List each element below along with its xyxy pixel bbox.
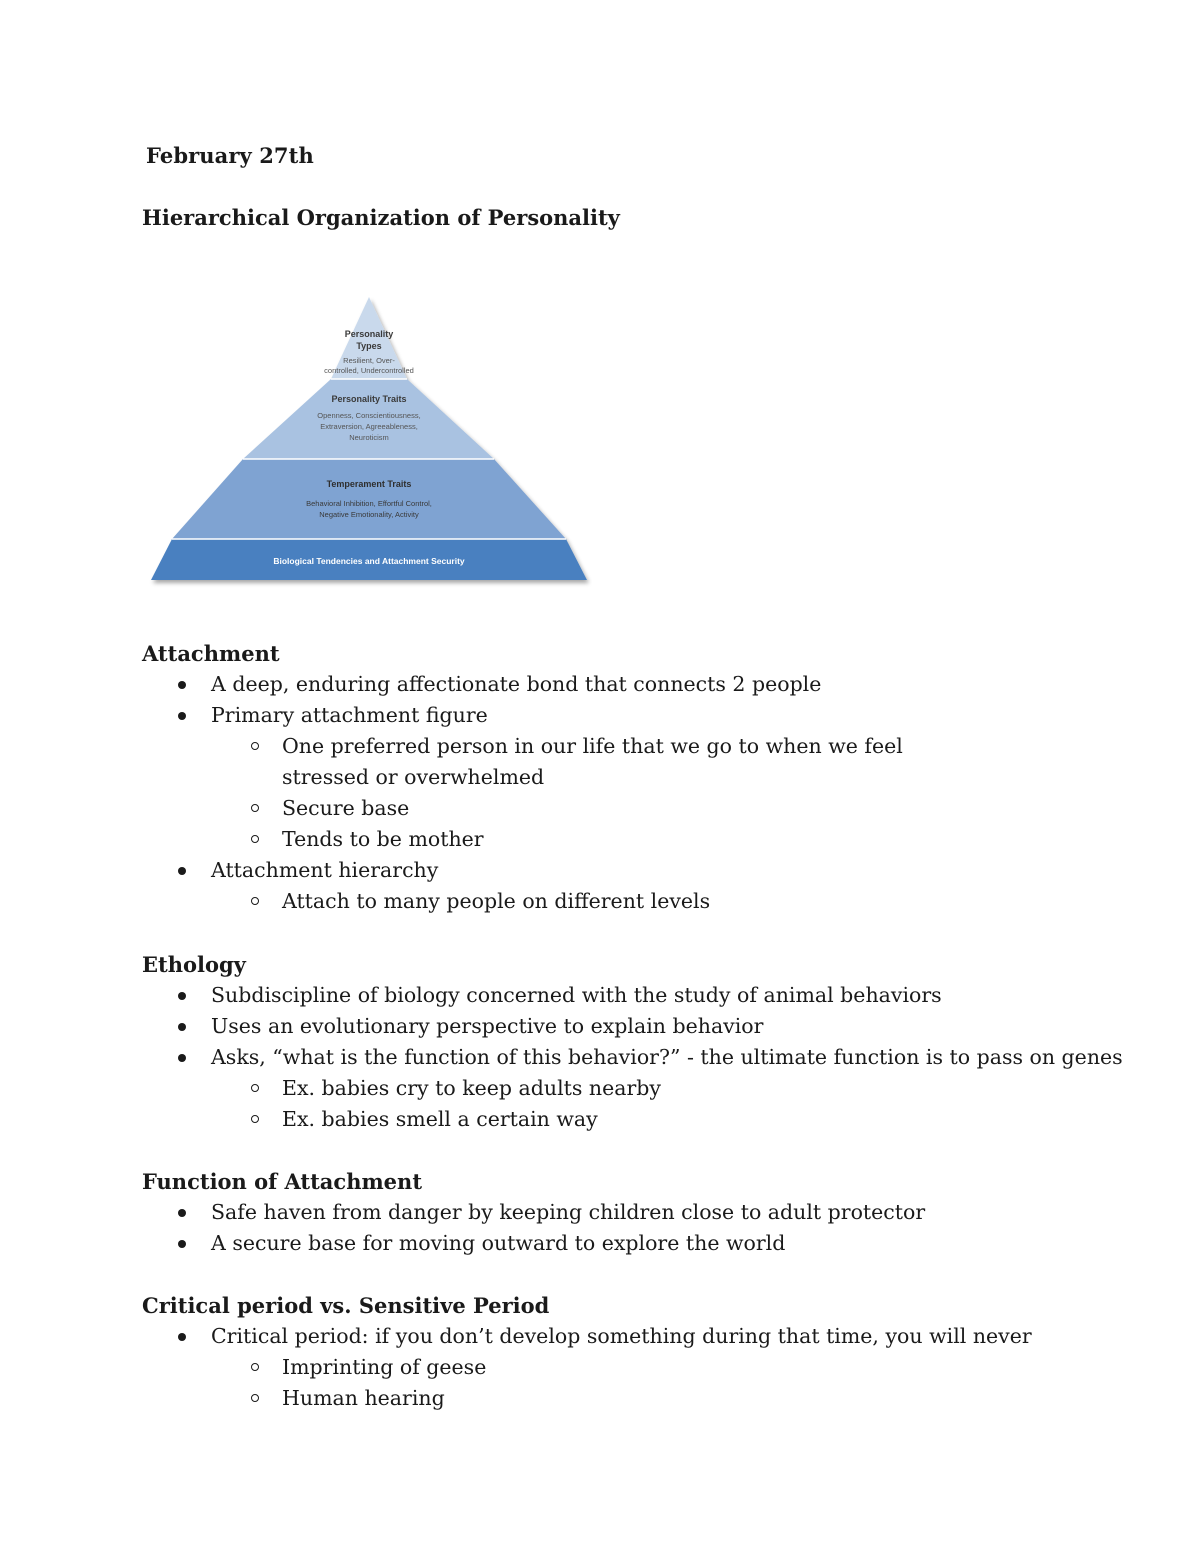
section-heading-ethology: Ethology <box>142 952 246 977</box>
hollow-bullet-icon <box>251 897 259 905</box>
sub-list <box>211 731 1062 855</box>
list-item <box>142 669 1062 700</box>
sub-list-item <box>211 793 1062 824</box>
tier-1-detail-line-2: controlled, Undercontrolled <box>324 366 414 375</box>
list-item <box>142 1042 1123 1135</box>
sub-list-item-text: Ex. babies cry to keep adults nearby <box>282 1076 661 1100</box>
list-item-text: Attachment hierarchy <box>211 858 439 882</box>
sub-list-item <box>211 731 1062 793</box>
list-item <box>142 1321 1062 1414</box>
sub-list-item-text: Attach to many people on different levels <box>282 889 711 913</box>
tier-3-detail-line-2: Negative Emotionality, Activity <box>319 510 419 519</box>
sub-list <box>211 886 1062 917</box>
tier-3-detail-line-1: Behavioral Inhibition, Effortful Control, <box>306 499 432 508</box>
list-item <box>142 980 1062 1011</box>
sub-list-item-text: Ex. babies smell a certain way <box>282 1107 598 1131</box>
sub-list-item-text: Tends to be mother <box>282 827 484 851</box>
bullet-icon <box>178 992 186 1000</box>
hollow-bullet-icon <box>251 804 259 812</box>
list-item-text: Asks, “what is the function of this behavior?” - the ultimate function is to pass on genes <box>211 1045 1123 1069</box>
list-item <box>142 1228 1062 1259</box>
sub-list-item <box>211 1383 1062 1414</box>
hollow-bullet-icon <box>251 742 259 750</box>
sub-list-item-text: Imprinting of geese <box>282 1355 487 1379</box>
tier-2-detail-line-1: Openness, Conscientiousness, <box>317 411 421 420</box>
bullet-icon <box>178 712 186 720</box>
list-item <box>142 700 1062 855</box>
tier-2-heading: Personality Traits <box>331 394 407 404</box>
list-item <box>142 855 1062 917</box>
list-item <box>142 1011 1062 1042</box>
list-item-text: Subdiscipline of biology concerned with the study of animal behaviors <box>211 983 942 1007</box>
bullet-icon <box>178 1023 186 1031</box>
list-item-text: Uses an evolutionary perspective to explain behavior <box>211 1014 764 1038</box>
sub-list <box>211 1352 1062 1414</box>
bullet-icon <box>178 1240 186 1248</box>
bullet-icon <box>178 681 186 689</box>
sub-list-item-text: One preferred person in our life that we go to when we feel stressed or overwhelmed <box>282 734 903 789</box>
critical-period-list <box>142 1321 1062 1414</box>
hollow-bullet-icon <box>251 1363 259 1371</box>
hollow-bullet-icon <box>251 1084 259 1092</box>
hollow-bullet-icon <box>251 1394 259 1402</box>
tier-4-heading: Biological Tendencies and Attachment Security <box>273 556 465 566</box>
sub-list-item-text: Secure base <box>282 796 410 820</box>
tier-1-heading-line-2: Types <box>356 341 382 351</box>
sub-list-item <box>211 1104 1062 1135</box>
list-item <box>142 1197 1062 1228</box>
sub-list-item <box>211 824 1062 855</box>
attachment-list <box>142 669 1062 917</box>
list-item-text: Safe haven from danger by keeping children close to adult protector <box>211 1200 926 1224</box>
sub-list-item <box>211 1073 1062 1104</box>
bullet-icon <box>178 1209 186 1217</box>
list-item-text: A secure base for moving outward to explore the world <box>211 1231 786 1255</box>
bullet-icon <box>178 867 186 875</box>
section-heading-attachment: Attachment <box>142 641 280 666</box>
bullet-icon <box>178 1054 186 1062</box>
personality-pyramid-figure <box>142 262 592 592</box>
function-of-attachment-list <box>142 1197 1062 1259</box>
note-title: Hierarchical Organization of Personality <box>142 205 620 230</box>
hollow-bullet-icon <box>251 1115 259 1123</box>
tier-2-detail-line-3: Neuroticism <box>349 433 389 442</box>
sub-list-item <box>211 886 1062 917</box>
section-heading-critical-vs-sensitive-period: Critical period vs. Sensitive Period <box>142 1293 550 1318</box>
sub-list-item <box>211 1352 1062 1383</box>
tier-2-detail-line-2: Extraversion, Agreeableness, <box>320 422 418 431</box>
section-heading-function-of-attachment: Function of Attachment <box>142 1169 423 1194</box>
list-item-text: Primary attachment figure <box>211 703 488 727</box>
tier-1-detail-line-1: Resilient, Over- <box>343 356 395 365</box>
tier-1-heading-line-1: Personality <box>344 329 394 339</box>
sub-list <box>211 1073 1062 1135</box>
list-item-text: A deep, enduring affectionate bond that connects 2 people <box>211 672 822 696</box>
sub-list-item-text: Human hearing <box>282 1386 445 1410</box>
bullet-icon <box>178 1333 186 1341</box>
hollow-bullet-icon <box>251 835 259 843</box>
tier-3-heading: Temperament Traits <box>326 479 412 489</box>
note-date: February 27th <box>146 143 314 168</box>
ethology-list <box>142 980 1123 1135</box>
list-item-text: Critical period: if you don’t develop something during that time, you will never <box>211 1324 1032 1348</box>
